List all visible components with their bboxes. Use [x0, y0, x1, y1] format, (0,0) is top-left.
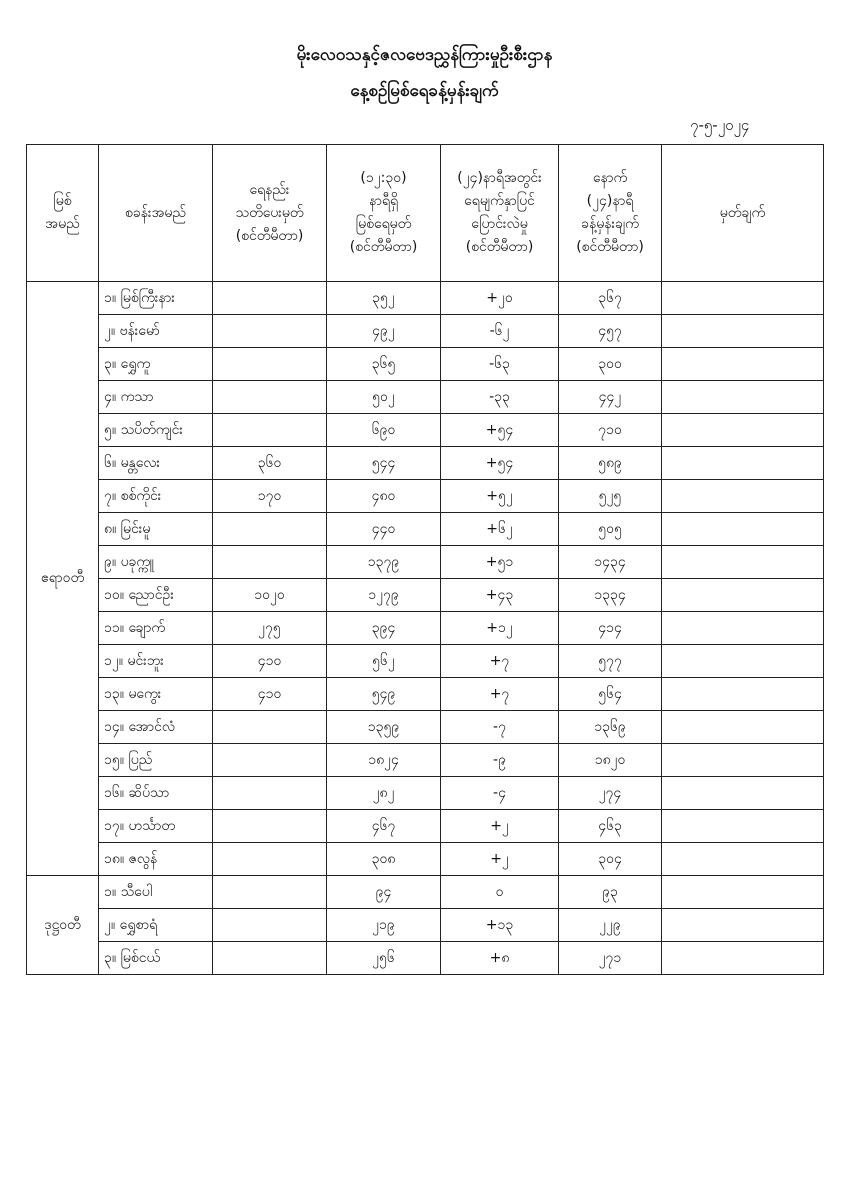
forecast-level: ၁၃၆၉ [559, 711, 662, 744]
remarks [662, 381, 824, 414]
current-level: ၁၃၅၉ [327, 711, 441, 744]
remarks [662, 447, 824, 480]
page-title: မိုးလေဝသနှင့်ဇလဗေဒညွှန်ကြားမှုဦးစီးဌာန [296, 45, 553, 65]
station-name: ၄။ ကသာ [99, 381, 213, 414]
station-name: ၁။ သီပေါ [99, 876, 213, 909]
remarks [662, 810, 824, 843]
station-name: ၁၆။ ဆိပ်သာ [99, 777, 213, 810]
table-row [27, 810, 824, 843]
remarks [662, 480, 824, 513]
forecast-level: ၃၀၄ [559, 843, 662, 876]
station-name: ၁၅။ ပြည် [99, 744, 213, 777]
station-name: ၉။ ပခုက္ကူ [99, 546, 213, 579]
station-name: ၇။ စစ်ကိုင်း [99, 480, 213, 513]
level-change: +၅၄ [441, 414, 559, 447]
table-row [27, 909, 824, 942]
header-remarks: မှတ်ချက် [662, 145, 824, 282]
forecast-level: ၃၀၀ [559, 348, 662, 381]
danger-level: ၄၁၀ [213, 678, 327, 711]
forecast-level: ၄၄၂ [559, 381, 662, 414]
danger-level: ၃၆၀ [213, 447, 327, 480]
station-name: ၁၂။ မင်းဘူး [99, 645, 213, 678]
danger-level: ၁၀၂၀ [213, 579, 327, 612]
remarks [662, 711, 824, 744]
current-level: ၆၉၀ [327, 414, 441, 447]
danger-level [213, 810, 327, 843]
table-row [27, 513, 824, 546]
forecast-level: ၂၇၄ [559, 777, 662, 810]
header-current-level: (၁၂:၃၀) နာရီရှိ မြစ်ရေမှတ် (စင်တီမီတာ) [327, 145, 441, 282]
forecast-level: ၃၆၇ [559, 282, 662, 315]
station-name: ၁၄။ အောင်လံ [99, 711, 213, 744]
table-row [27, 678, 824, 711]
danger-level: ၄၁၀ [213, 645, 327, 678]
current-level: ၂၅၆ [327, 942, 441, 975]
forecast-level: ၅၀၅ [559, 513, 662, 546]
table-row [27, 876, 824, 909]
station-name: ၂။ ရွှေစာရံ [99, 909, 213, 942]
current-level: ၄၉၂ [327, 315, 441, 348]
danger-level [213, 315, 327, 348]
table-row [27, 282, 824, 315]
danger-level [213, 843, 327, 876]
danger-level [213, 711, 327, 744]
current-level: ၃၀၈ [327, 843, 441, 876]
current-level: ၁၂၇၉ [327, 579, 441, 612]
station-name: ၆။ မန္တလေး [99, 447, 213, 480]
current-level: ၃၅၂ [327, 282, 441, 315]
level-change: +၈ [441, 942, 559, 975]
page-subtitle: နေ့စဉ်မြစ်ရေခန့်မှန်းချက် [350, 81, 499, 101]
remarks [662, 612, 824, 645]
level-change: -၉ [441, 744, 559, 777]
danger-level [213, 909, 327, 942]
level-change: +၇ [441, 645, 559, 678]
remarks [662, 315, 824, 348]
current-level: ၉၄ [327, 876, 441, 909]
river-name: ဧရာဝတီ [27, 282, 99, 876]
station-name: ၁၇။ ဟင်္သာတ [99, 810, 213, 843]
danger-level [213, 744, 327, 777]
forecast-level: ၉၃ [559, 876, 662, 909]
current-level: ၅၄၉ [327, 678, 441, 711]
station-name: ၁၁။ ချောက် [99, 612, 213, 645]
table-row [27, 447, 824, 480]
level-change: +၂ [441, 843, 559, 876]
forecast-level: ၇၁၀ [559, 414, 662, 447]
level-change: -၇ [441, 711, 559, 744]
level-change: ၀ [441, 876, 559, 909]
danger-level [213, 876, 327, 909]
current-level: ၅၀၂ [327, 381, 441, 414]
forecast-level: ၄၅၇ [559, 315, 662, 348]
danger-level [213, 546, 327, 579]
table-row [27, 711, 824, 744]
station-name: ၃။ ရွှေကူ [99, 348, 213, 381]
station-name: ၅။ သပိတ်ကျင်း [99, 414, 213, 447]
header-danger-level: ရေနည်း သတိပေးမှတ် (စင်တီမီတာ) [213, 145, 327, 282]
table-row [27, 942, 824, 975]
forecast-level: ၁၈၂၀ [559, 744, 662, 777]
level-change: +၄၃ [441, 579, 559, 612]
forecast-level: ၁၄၃၄ [559, 546, 662, 579]
current-level: ၄၄၀ [327, 513, 441, 546]
danger-level [213, 348, 327, 381]
current-level: ၂၈၂ [327, 777, 441, 810]
remarks [662, 546, 824, 579]
table-row [27, 744, 824, 777]
remarks [662, 513, 824, 546]
forecast-level: ၄၆၃ [559, 810, 662, 843]
table-row [27, 480, 824, 513]
level-change: -၄ [441, 777, 559, 810]
header-river: မြစ် အမည် [27, 145, 99, 282]
station-name: ၁၈။ ဇလွန် [99, 843, 213, 876]
header-station: စခန်းအမည် [99, 145, 213, 282]
level-change: -၃၃ [441, 381, 559, 414]
table-row [27, 381, 824, 414]
remarks [662, 678, 824, 711]
current-level: ၃၉၄ [327, 612, 441, 645]
table-row [27, 348, 824, 381]
remarks [662, 348, 824, 381]
forecast-level: ၄၁၄ [559, 612, 662, 645]
station-name: ၈။ မြင်းမူ [99, 513, 213, 546]
danger-level [213, 942, 327, 975]
level-change: +၂၀ [441, 282, 559, 315]
remarks [662, 942, 824, 975]
current-level: ၄၈၀ [327, 480, 441, 513]
level-change: -၆၃ [441, 348, 559, 381]
station-name: ၁။ မြစ်ကြီးနား [99, 282, 213, 315]
current-level: ၄၆၇ [327, 810, 441, 843]
current-level: ၃၆၅ [327, 348, 441, 381]
level-change: +၅၄ [441, 447, 559, 480]
current-level: ၂၁၉ [327, 909, 441, 942]
station-name: ၃။ မြစ်ငယ် [99, 942, 213, 975]
forecast-level: ၂၇၁ [559, 942, 662, 975]
remarks [662, 282, 824, 315]
remarks [662, 777, 824, 810]
danger-level: ၁၇၀ [213, 480, 327, 513]
table-row [27, 777, 824, 810]
forecast-level: ၅၆၄ [559, 678, 662, 711]
forecast-level: ၅၇၇ [559, 645, 662, 678]
danger-level [213, 414, 327, 447]
current-level: ၁၈၂၄ [327, 744, 441, 777]
danger-level [213, 381, 327, 414]
station-name: ၁၃။ မကွေး [99, 678, 213, 711]
remarks [662, 909, 824, 942]
station-name: ၁၀။ ညောင်ဦး [99, 579, 213, 612]
remarks [662, 843, 824, 876]
danger-level [213, 513, 327, 546]
level-change: +၆၂ [441, 513, 559, 546]
forecast-level: ၅၂၅ [559, 480, 662, 513]
remarks [662, 414, 824, 447]
header-change: (၂၄)နာရီအတွင်း ရေမျက်နှာပြင် ပြောင်းလဲမှု (စင်တီမီတာ) [441, 145, 559, 282]
danger-level [213, 282, 327, 315]
header-forecast: နောက် (၂၄)နာရီ ခန့်မှန်းချက် (စင်တီမီတာ) [559, 145, 662, 282]
remarks [662, 876, 824, 909]
current-level: ၅၆၂ [327, 645, 441, 678]
level-change: +၂ [441, 810, 559, 843]
station-name: ၂။ ဗန်းမော် [99, 315, 213, 348]
danger-level: ၂၇၅ [213, 612, 327, 645]
remarks [662, 744, 824, 777]
forecast-level: ၂၂၉ [559, 909, 662, 942]
header-row [27, 145, 824, 282]
forecast-level: ၁၃၃၄ [559, 579, 662, 612]
level-change: +၇ [441, 678, 559, 711]
remarks [662, 579, 824, 612]
level-change: +၁၂ [441, 612, 559, 645]
forecast-table [26, 144, 824, 975]
table-row [27, 645, 824, 678]
forecast-level: ၅၈၉ [559, 447, 662, 480]
level-change: +၅၂ [441, 480, 559, 513]
level-change: +၅၁ [441, 546, 559, 579]
table-row [27, 414, 824, 447]
remarks [662, 645, 824, 678]
table-row [27, 315, 824, 348]
danger-level [213, 777, 327, 810]
current-level: ၁၃၇၉ [327, 546, 441, 579]
current-level: ၅၄၄ [327, 447, 441, 480]
table-row [27, 612, 824, 645]
table-row [27, 546, 824, 579]
table-row [27, 843, 824, 876]
level-change: -၆၂ [441, 315, 559, 348]
report-date: ၇-၅-၂၀၂၄ [690, 116, 750, 134]
table-row [27, 579, 824, 612]
level-change: +၁၃ [441, 909, 559, 942]
river-name: ဒုဋ္ဌဝတီ [27, 876, 99, 975]
